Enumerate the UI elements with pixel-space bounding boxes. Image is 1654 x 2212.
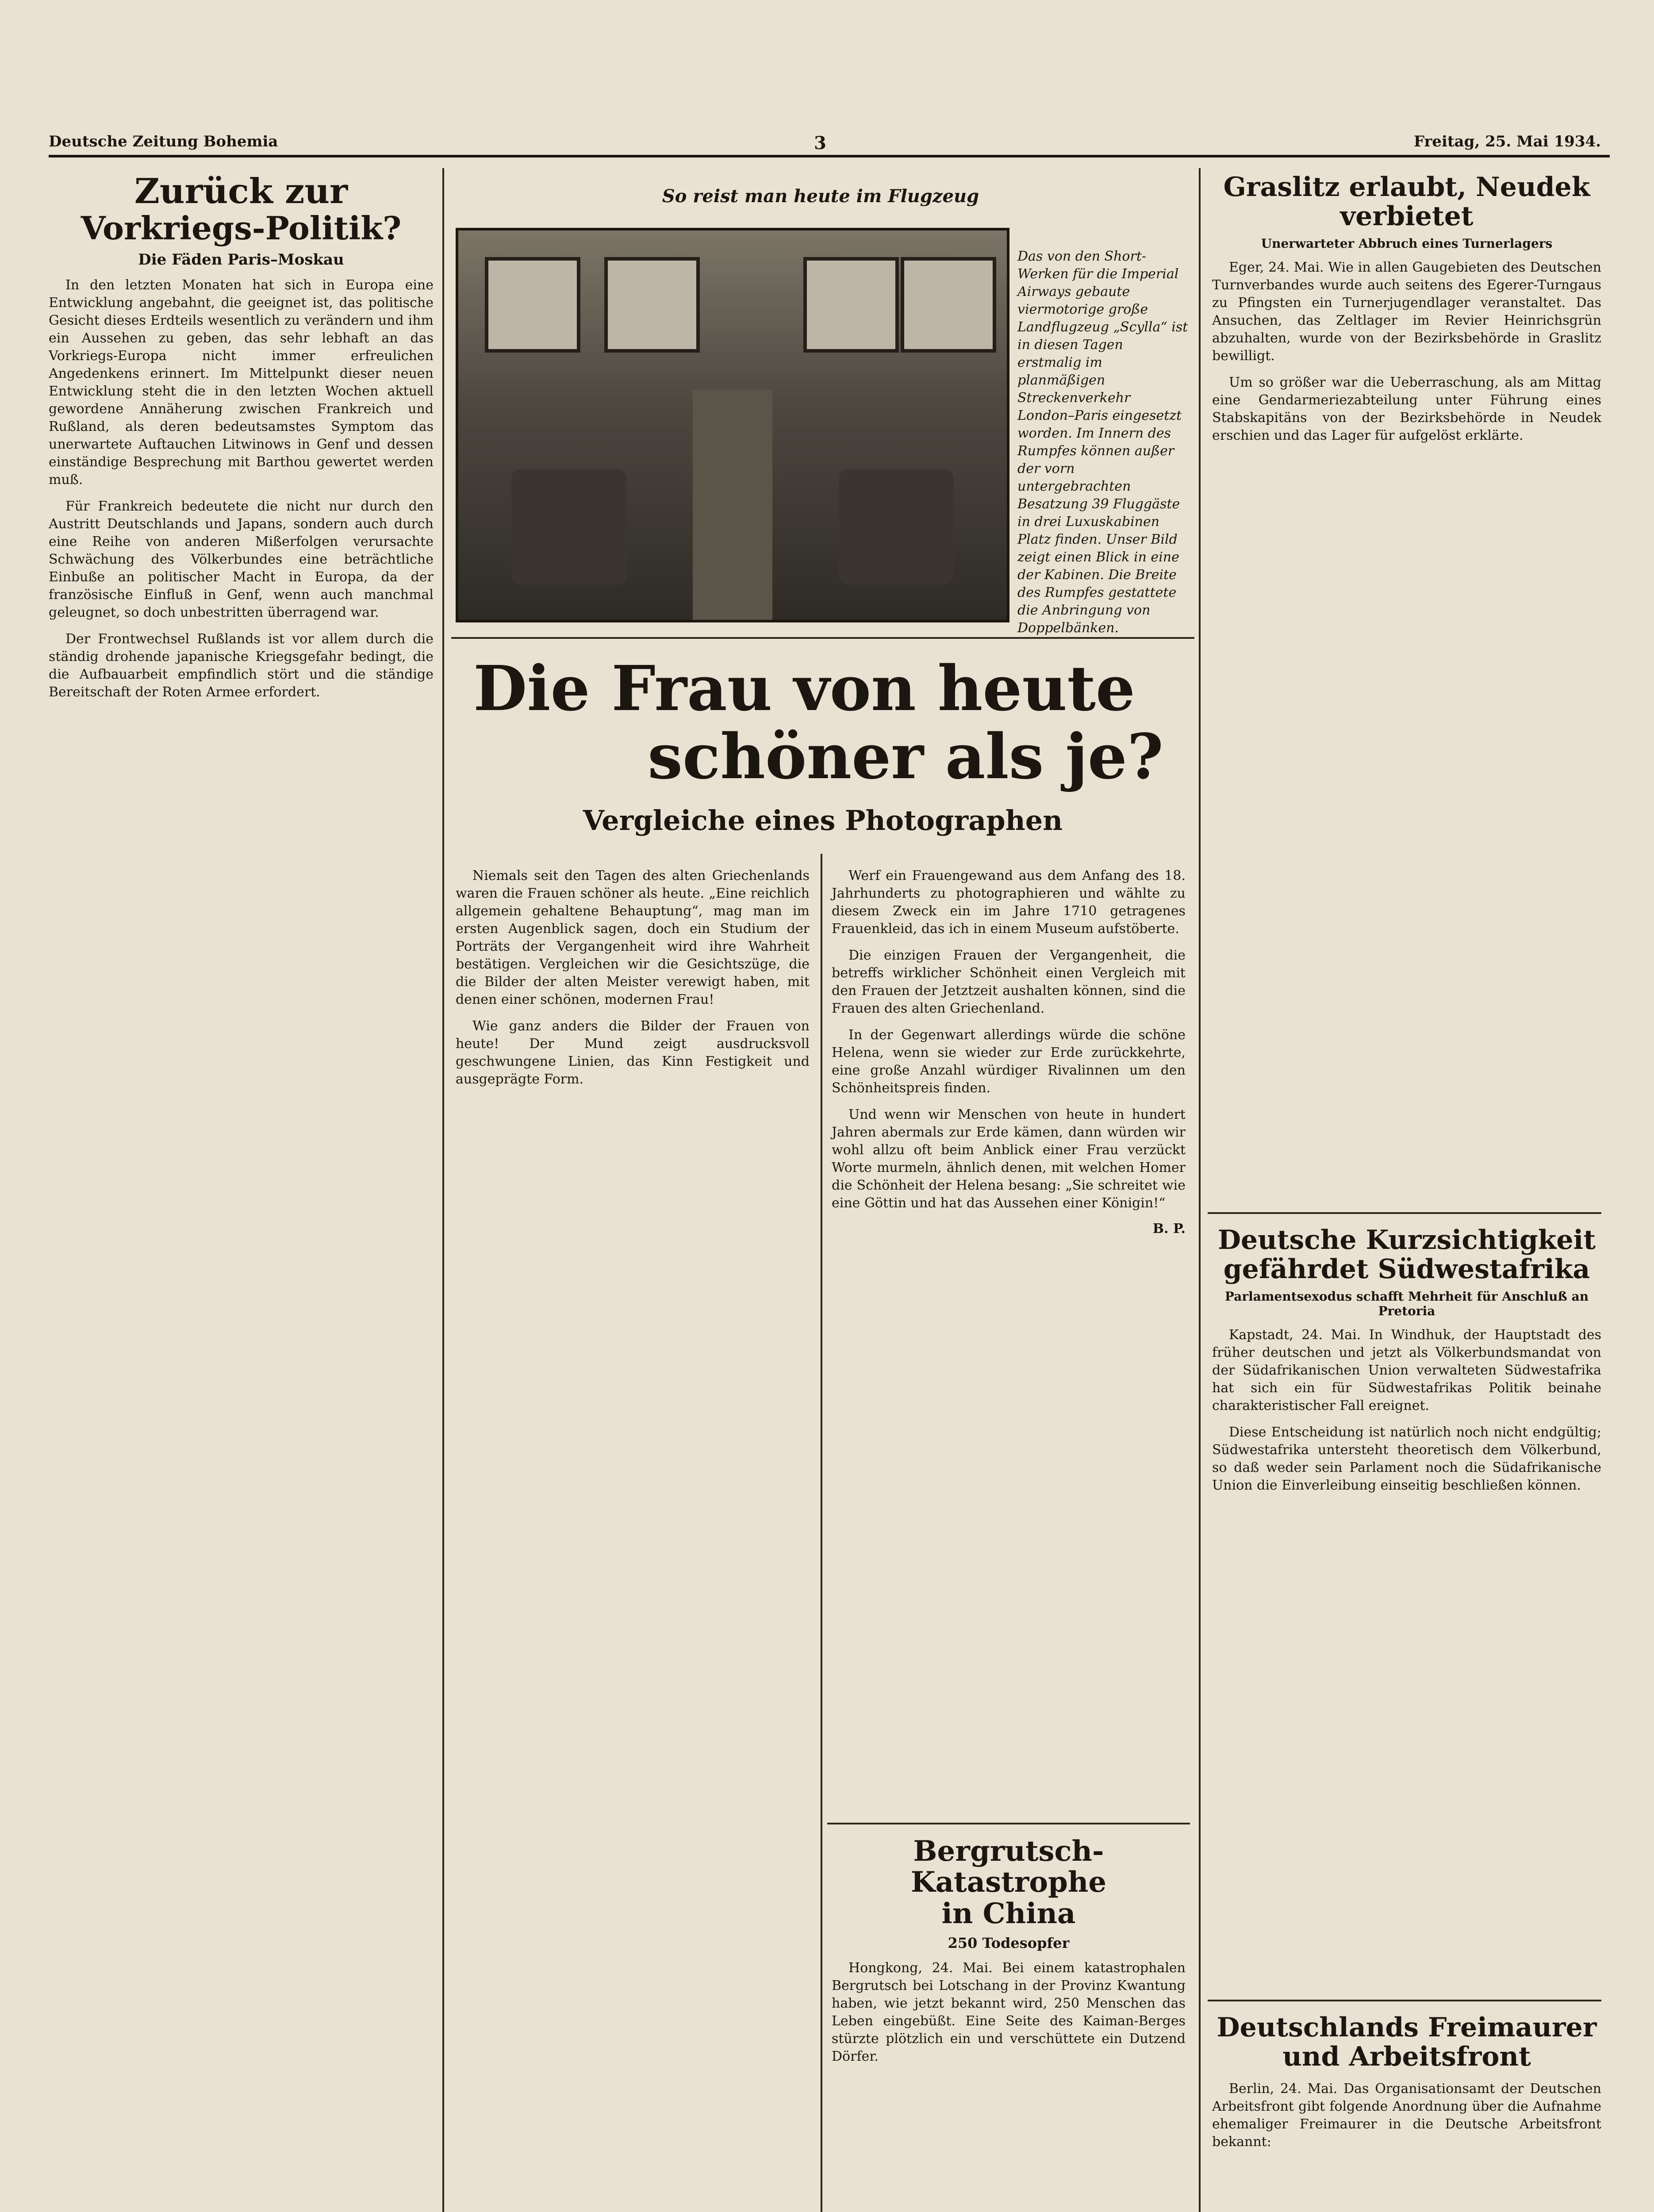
china-article-subtitle: 250 Todesopfer [948, 1935, 1070, 1952]
section-rule [1208, 1212, 1601, 1214]
header-rule [49, 155, 1610, 157]
right-article-3-title-2: und Arbeitsfront [1282, 2041, 1531, 2072]
center-article-signature: B. P. [1152, 1221, 1186, 1237]
left-article-title-1: Zurück zur [134, 171, 348, 211]
paragraph: Werf ein Frauengewand aus dem Anfang des 18. Jahrhunderts zu photographieren und wählte zu diesem Zweck ein im Jahre 1710 getragenes Frauenkleid, das ich in einem Museum aufstöberte. [832, 868, 1186, 937]
column-rule [1199, 168, 1201, 2212]
cabin-window [485, 257, 580, 353]
center-article-subtitle: Vergleiche eines Photographen [583, 804, 1063, 837]
cabin-seat [839, 469, 954, 584]
left-article [49, 164, 434, 710]
center-article-col-1 [456, 867, 810, 1097]
photo-caption [1017, 248, 1190, 637]
paragraph: Der Frontwechsel Rußlands ist vor allem durch die ständig drohende japanische Kriegsgefahr bedingt, die die Aufbauarbeit empfindlich stört und die ständige Bereitschaft der Roten Armee erfordert. [49, 631, 434, 700]
photo-article-header: So reist man heute im Flugzeug [662, 186, 979, 207]
header-paper-name: Deutsche Zeitung Bohemia [49, 133, 278, 150]
right-article-1-title-1: Graslitz erlaubt, Neudek [1223, 172, 1590, 203]
paragraph: Eger, 24. Mai. Wie in allen Gaugebieten des Deutschen Turnverbandes wurde auch seitens des Egerer-Turngaus zu Pfingsten ein Turnerjugendlager veranstaltet. Das Ansuchen, das Zeltlager im Revier Heinrichsgrün abzuhalten, wurde von der Bezirksbehörde in Graslitz bewilligt. [1212, 260, 1601, 364]
cabin-aisle [693, 390, 772, 620]
china-article-title-1: Bergrutsch-Katastrophe [910, 1835, 1107, 1899]
photo-caption-text: Das von den Short-Werken für die Imperial Airways gebaute viermotorige große Landflugzeug „Scylla“ ist in diesen Tagen erstmalig im planmäßigen Streckenverkehr London–Paris eingesetzt worden. Im Innern des Rumpfes können außer der vorn untergebrachten Besatzung 39 Fluggäste in drei Luxuskabinen Platz finden. Unser Bild zeigt einen Blick in eine der Kabinen. Die Breite des Rumpfes gestattete die Anbringung von Doppelbänken. [1017, 249, 1188, 636]
header-page-number: 3 [814, 133, 826, 154]
center-article-headline [456, 655, 1190, 845]
right-article-2-title-1: Deutsche Kurzsichtigkeit [1217, 1225, 1596, 1256]
right-article-2-subtitle: Parlamentsexodus schafft Mehrheit für Anschluß an Pretoria [1224, 1289, 1589, 1318]
right-article-1-subtitle: Unerwarteter Abbruch eines Turnerlagers [1261, 236, 1553, 251]
section-rule [1208, 2000, 1601, 2001]
left-article-subtitle: Die Fäden Paris–Moskau [138, 250, 344, 269]
header-date: Freitag, 25. Mai 1934. [1413, 133, 1601, 150]
cabin-window [803, 257, 899, 353]
cabin-window [901, 257, 996, 353]
paragraph: Berlin, 24. Mai. Das Organisationsamt der Deutschen Arbeitsfront gibt folgende Anordnung über die Aufnahme ehemaliger Freimaurer in die Deutsche Arbeitsfront bekannt: [1212, 2081, 1601, 2150]
right-article-1-title-2: verbietet [1340, 201, 1474, 232]
paragraph: Wie ganz anders die Bilder der Frauen von heute! Der Mund zeigt ausdrucksvoll geschwungene Linien, das Kinn Festigkeit und ausgeprägte Form. [456, 1018, 810, 1087]
center-article-title-1: Die Frau von heute [473, 653, 1135, 725]
paragraph: Um so größer war die Ueberraschung, als am Mittag eine Gendarmeriezabteilung unter Führung eines Stabskapitäns von der Bezirksbehörde in Neudek erschien und das Lager für aufgelöst erklärte. [1212, 375, 1601, 443]
cabin-window [604, 257, 700, 353]
section-rule [451, 637, 1194, 639]
airplane-cabin-photo [456, 228, 1009, 622]
paragraph: Hongkong, 24. Mai. Bei einem katastrophalen Bergrutsch bei Lotschang in der Provinz Kwantung haben, wie jetzt bekannt wird, 250 Menschen das Leben eingebüßt. Eine Seite des Kaiman-Berges stürzte plötzlich ein und verschüttete ein Dutzend Dörfer. [832, 1960, 1186, 2065]
right-article-2 [1212, 1225, 1601, 1503]
paragraph: Kapstadt, 24. Mai. In Windhuk, der Hauptstadt des früher deutschen und jetzt als Völkerbundsmandat von der Südafrikanischen Union verwalteten Südwestafrika hat sich ein für Südwestafrikas Politik beinahe charakteristischer Fall ereignet. [1212, 1327, 1601, 1413]
right-article-3 [1212, 2013, 1601, 2160]
paragraph: Die einzigen Frauen der Vergangenheit, die betreffs wirklicher Schönheit einen Vergleich mit den Frauen der Jetztzeit aushalten können, sind die Frauen des alten Griechenland. [832, 948, 1186, 1016]
paragraph: Niemals seit den Tagen des alten Griechenlands waren die Frauen schöner als heute. „Eine reichlich allgemein gehaltene Behauptung“, mag man im ersten Augenblick sagen, doch ein Studium der Porträts der Vergangenheit wird ihre Wahrheit bestätigen. Vergleichen wir die Gesichtszüge, die die Bilder der alten Meister verewigt haben, mit denen einer schönen, modernen Frau! [456, 868, 810, 1007]
section-rule [827, 1823, 1190, 1824]
column-rule [821, 854, 822, 2212]
center-article-title-2: schöner als je? [648, 721, 1163, 793]
right-article-2-title-2: gefährdet Südwestafrika [1223, 1254, 1590, 1285]
paragraph: Für Frankreich bedeutete die nicht nur durch den Austritt Deutschlands und Japans, sondern auch durch eine Reihe von anderen Mißerfolgen verursachte Schwächung des Völkerbundes eine beträchtliche Einbuße an politischer Macht in Europa, da der französische Einfluß in Genf, wenn auch manchmal geleugnet, so doch unbestritten überragend war. [49, 498, 434, 620]
cabin-seat [511, 469, 626, 584]
right-article-3-title-1: Deutschlands Freimaurer [1217, 2012, 1597, 2043]
paragraph: In der Gegenwart allerdings würde die schöne Helena, wenn sie wieder zur Erde zurückkehrte, eine große Anzahl würdiger Rivalinnen um den Schönheitspreis finden. [832, 1027, 1186, 1096]
paragraph: In den letzten Monaten hat sich in Europa eine Entwicklung angebahnt, die geeignet ist, das politische Gesicht dieses Erdteils wesentlich zu verändern und ihm ein Aussehen zu geben, das sehr lebhaft an das Vorkriegs-Europa nicht immer erfreulichen Angedenkens erinnert. Im Mittelpunkt dieser neuen Entwicklung steht die in den letzten Wochen aktuell gewordene Annäherung zwischen Frankreich und Rußland, als deren bedeutsamstes Symptom das unerwartete Auftauchen Litwinows in Genf und dessen einständige Besprechung mit Barthou gewertet werden muß. [49, 277, 434, 488]
left-article-title-2: Vorkriegs-Politik? [81, 209, 402, 247]
china-article-title-2: in China [941, 1897, 1076, 1930]
paragraph: Und wenn wir Menschen von heute in hundert Jahren abermals zur Erde kämen, dann würden wir wohl allzu oft beim Anblick einer Frau verzückt Worte murmeln, ähnlich denen, mit welchen Homer die Schönheit der Helena besang: „Sie schreitet wie eine Göttin und hat das Aussehen einer Königin!“ [832, 1107, 1186, 1211]
column-rule [442, 168, 444, 2212]
right-article-1 [1212, 173, 1601, 453]
center-article-col-2 [832, 867, 1186, 1237]
china-article [832, 1836, 1186, 2074]
paragraph: Diese Entscheidung ist natürlich noch nicht endgültig; Südwestafrika untersteht theoretisch dem Völkerbund, so daß weder sein Parlament noch die Südafrikanische Union die Einverleibung einseitig beschließen können. [1212, 1425, 1601, 1493]
